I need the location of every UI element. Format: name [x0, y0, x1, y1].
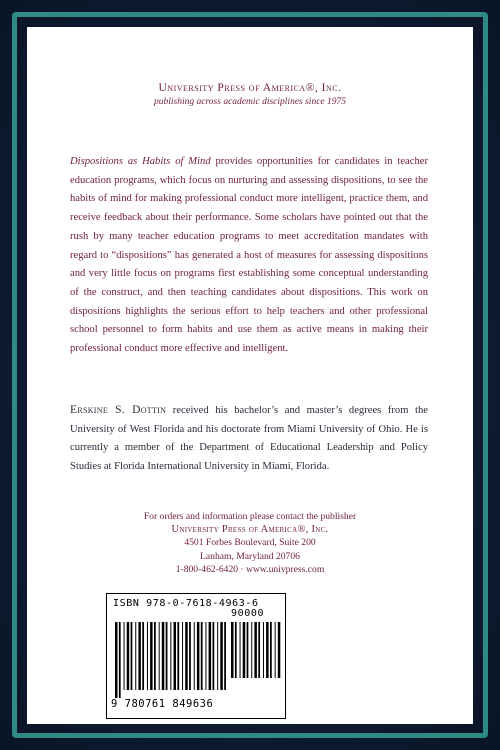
publisher-header — [27, 81, 473, 109]
barcode-bar — [254, 622, 257, 678]
barcode-bar — [162, 622, 165, 690]
barcode-bar — [251, 622, 252, 678]
description-text: provides opportunities for candidates in teacher education programs, which focus on nurturing and assessing dispositions, to see the habits of mind for making professional conduct more intelligent, practice them, and receive feedback about their performance. Some scholars have pointed out that the rush by many teacher education programs to meet accreditation mandates with regard to “dispositions” has generated a host of measures for assessing dispositions and very little focus on programs first establishing some conceptual understanding of the construct, and then teaching candidates about dispositions. This work on dispositions highlights the serious effort to help teachers and other professional school personnel to form habits and use them as active means in making their professional conduct more effective and intelligent. — [70, 156, 428, 355]
barcode-bar — [197, 622, 200, 690]
barcode-bar — [263, 622, 264, 678]
barcode-bar — [205, 622, 206, 690]
contact-address-line1: 4501 Forbes Boulevard, Suite 200 — [184, 537, 316, 549]
isbn-barcode — [106, 593, 286, 719]
barcode-bar — [124, 622, 125, 690]
barcode-bar — [275, 622, 276, 678]
cover-text-panel — [27, 27, 473, 724]
barcode-bar — [213, 622, 215, 690]
barcode-bar — [240, 622, 241, 678]
barcode-bar — [127, 622, 130, 690]
barcode-bar — [217, 622, 218, 690]
barcode-bar — [170, 622, 171, 690]
barcode-bar — [235, 622, 237, 678]
barcode-bar — [189, 622, 191, 690]
barcode-bar — [182, 622, 183, 690]
author-name: Erskine S. Dottin — [70, 404, 167, 416]
barcode-bar — [266, 622, 269, 678]
barcode-bar — [159, 622, 160, 690]
contact-publisher-name: University Press of America®, Inc. — [171, 524, 329, 536]
barcode-bar — [278, 622, 281, 678]
price-addon-text: 90000 — [231, 608, 265, 619]
barcode-bar — [224, 622, 226, 690]
isbn-text: ISBN 978-0-7618-4963-6 — [113, 598, 259, 609]
book-description — [70, 153, 428, 359]
barcode-bar — [154, 622, 156, 690]
barcode-bar — [209, 622, 212, 690]
barcode-bar — [147, 622, 148, 690]
barcode-bar — [142, 622, 144, 690]
ean-barcode-bars — [115, 622, 227, 698]
book-title: Dispositions as Habits of Mind — [70, 156, 211, 167]
barcode-bar — [138, 622, 141, 690]
barcode-bar — [270, 622, 272, 678]
barcode-bar — [220, 622, 223, 690]
barcode-bar — [119, 622, 121, 698]
barcode-bar — [194, 622, 195, 690]
publisher-name: University Press of America®, Inc. — [158, 82, 342, 94]
barcode-bar — [231, 622, 234, 678]
barcode-bar — [150, 622, 153, 690]
barcode-bar — [201, 622, 203, 690]
contact-address-line2: Lanham, Maryland 20706 — [200, 550, 300, 562]
barcode-bar — [247, 622, 249, 678]
contact-phone-website: 1-800-462-6420 · www.univpress.com — [175, 563, 325, 575]
contact-intro: For orders and information please contact the publisher — [143, 511, 357, 522]
bio-text: received his bachelor’s and master’s degrees from the University of West Florida and his doctorate from Miami University of Ohio. He is currently a member of the Department of Educational Leadership and Policy Studies at Florida International University in Miami, Florida. — [70, 405, 428, 473]
barcode-bar — [174, 622, 177, 690]
barcode-bar — [185, 622, 188, 690]
ean-number: 9 780761 849636 — [111, 698, 214, 710]
barcode-bar — [243, 622, 246, 678]
barcode-bar — [177, 622, 179, 690]
barcode-bar — [131, 622, 133, 690]
barcode-bar — [258, 622, 260, 678]
barcode-bar — [166, 622, 168, 690]
barcode-bar — [135, 622, 136, 690]
publisher-contact — [27, 510, 473, 576]
barcode-bar — [115, 622, 118, 698]
addon-barcode-bars — [231, 622, 281, 686]
author-bio — [70, 401, 428, 477]
publisher-tagline: publishing across academic disciplines since 1975 — [154, 97, 346, 107]
